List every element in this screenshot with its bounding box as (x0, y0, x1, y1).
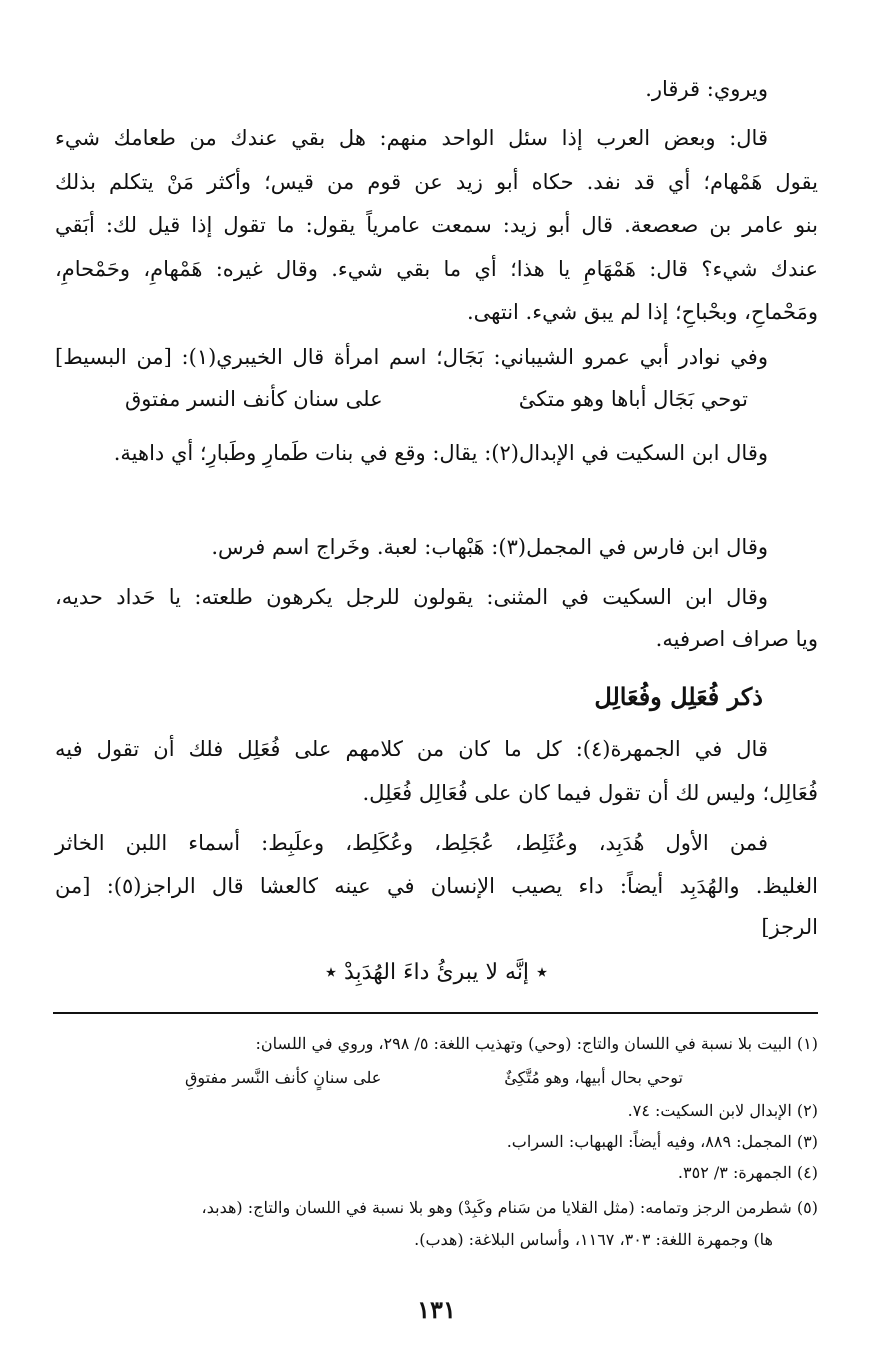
verse-first-hemistich: توحي بَجَال أباها وهو متكئ (518, 387, 748, 411)
paragraph-line: قال: وبعض العرب إذا سئل الواحد منهم: هل بقي عندك من طعامك شيء (55, 126, 768, 150)
footnote-1: (١) البيت بلا نسبة في اللسان والتاج: (وحي) وتهذيب اللغة: ٥/ ٢٩٨، وروي في اللسان: (255, 1034, 818, 1053)
verse-second-hemistich: على سنان كأنف النسر مفتوق (125, 387, 383, 411)
footnote-5: (٥) شطرمن الرجز وتمامه: (مثل القلايا من سَنام وكَبِدْ) وهو بلا نسبة في اللسان والتاج: (هدبد، (201, 1198, 818, 1217)
rajaz-verse: ٭ إنَّه لا يبرئُ داءَ الهُدَبِدْ ٭ (324, 960, 549, 985)
paragraph-line: وقال ابن السكيت في الإبدال(٢): يقال: وقع في بنات طَمارِ وطَبارِ؛ أي داهية. (113, 441, 768, 465)
footnote-verse-second-hemistich: على سنانٍ كأنف النَّسر مفتوقِ (185, 1068, 382, 1087)
section-heading: ذكر فُعَلِل وفُعَالِل (594, 682, 763, 711)
paragraph-line: فمن الأول هُدَبِد، وعُثَلِط، عُجَلِط، وعُكَلِط، وعلَبِط: أسماء اللبن الخاثر (55, 831, 768, 855)
page-number: ١٣١ (417, 1295, 456, 1324)
paragraph-line: ومَحْماحِ، وبحْباحِ؛ إذا لم يبق شيء. انتهى. (467, 300, 818, 324)
paragraph-line: وفي نوادر أبي عمرو الشيباني: بَجَال؛ اسم امرأة قال الخيبري(١): [من البسيط] (55, 345, 768, 369)
paragraph-line: قال في الجمهرة(٤): كل ما كان من كلامهم على فُعَلِل فلك أن تقول فيه (55, 737, 768, 761)
paragraph-line: الرجز] (761, 915, 818, 939)
paragraph-line: ويروي: قرقار. (645, 77, 768, 101)
footnote-4: (٤) الجمهرة: ٣/ ٣٥٢. (677, 1163, 818, 1182)
footnote-3: (٣) المجمل: ٨٨٩، وفيه أيضاً: الهبهاب: السراب. (506, 1132, 818, 1151)
paragraph-line: عندك شيء؟ قال: هَمْهَامِ يا هذا؛ أي ما بقي شيء. وقال غيره: هَمْهامِ، وحَمْحامِ، (55, 257, 818, 281)
footnote-2: (٢) الإبدال لابن السكيت: ٧٤. (627, 1101, 818, 1120)
paragraph-line: الغليظ. والهُدَبِد أيضاً: داء يصيب الإنسان في عينه كالعشا قال الراجز(٥): [من (55, 874, 818, 898)
paragraph-line: فُعَالِل؛ وليس لك أن تقول فيما كان على فُعَالِل فُعَلِل. (362, 781, 818, 805)
footnote-5-continued: ها) وجمهرة اللغة: ٣٠٣، ١١٦٧، وأساس البلاغة: (هدب). (414, 1230, 773, 1249)
paragraph-line: يقول هَمْهام؛ أي قد نفد. حكاه أبو زيد عن قوم من قيس؛ وأكثر مَنْ يتكلم بذلك (55, 170, 818, 194)
footnote-verse-first-hemistich: توحي بحال أبيها، وهو مُتَّكِئٌ (504, 1068, 683, 1087)
footnote-divider (53, 1012, 818, 1014)
paragraph-line: وقال ابن السكيت في المثنى: يقولون للرجل يكرهون طلعته: يا حَداد حديه، (55, 585, 768, 609)
paragraph-line: بنو عامر بن صعصعة. قال أبو زيد: سمعت عامرياً يقول: ما تقول إذا قيل لك: أبَقي (55, 213, 818, 237)
paragraph-line: ويا صراف اصرفيه. (655, 627, 818, 651)
paragraph-line: وقال ابن فارس في المجمل(٣): هَبْهاب: لعبة. وخَراج اسم فرس. (211, 535, 768, 559)
